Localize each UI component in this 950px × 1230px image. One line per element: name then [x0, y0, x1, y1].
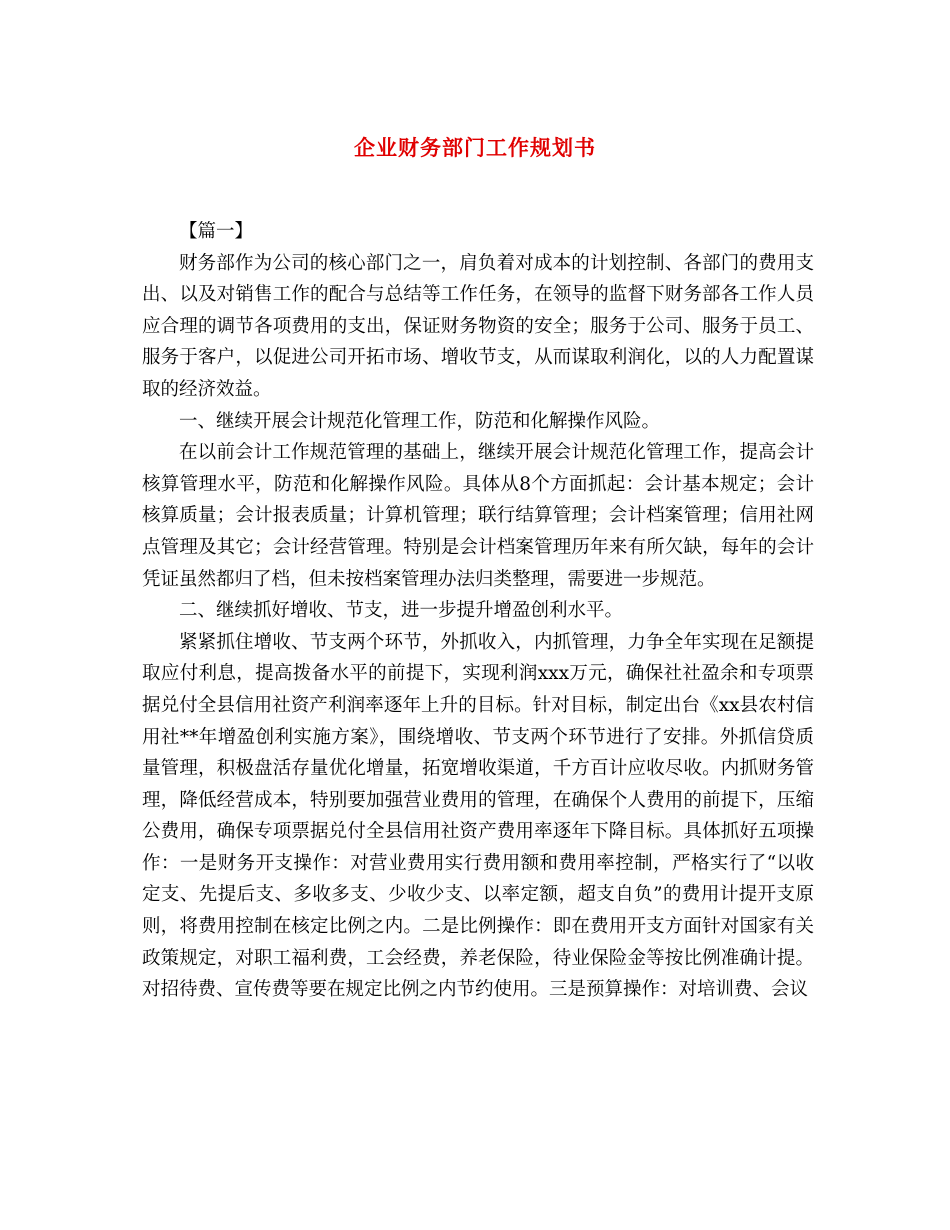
- section-heading-1: 一、继续开展会计规范化管理工作，防范和化解操作风险。: [179, 410, 661, 432]
- paragraph-accounting: 在以前会计工作规范管理的基础上，继续开展会计规范化管理工作，提高会计核算管理水平，防范和化解操作风险。具体从8个方面抓起：会计基本规定；会计核算质量；会计报表质量；计算机管理；联行结算管理；会计档案管理；信用社网点管理及其它；会计经营管理。特别是会计档案管理历年来有所欠缺，每年的会计凭证虽然都归了档，但未按档案管理办法归类整理，需要进一步规范。: [142, 442, 814, 590]
- paragraph-profit: 紧紧抓住增收、节支两个环节，外抓收入，内抓管理，力争全年实现在足额提取应付利息，提高拨备水平的前提下，实现利润xxx万元，确保社社盈余和专项票据兑付全县信用社资产利润率逐年上升的目标。针对目标，制定出台《xx县农村信用社**年增盈创利实施方案》，围绕增收、节支两个环节进行了安排。外抓信贷质量管理，积极盘活存量优化增量，拓宽增收渠道，千方百计应收尽收。内抓财务管理，降低经营成本，特别要加强营业费用的管理，在确保个人费用的前提下，压缩公费用，确保专项票据兑付全县信用社资产费用率逐年下降目标。具体抓好五项操作：一是财务开支操作：对营业费用实行费用额和费用率控制，严格实行了“以收定支、先提后支、多收多支、少收少支、以率定额，超支自负”的费用计提开支原则，将费用控制在核定比例之内。二是比例操作：即在费用开支方面针对国家有关政策规定，对职工福利费，工会经费，养老保险，待业保险金等按比例准确计提。对招待费、宣传费等要在规定比例之内节约使用。三是预算操作：对培训费、会议: [142, 631, 814, 1001]
- document-body: [142, 216, 814, 1006]
- section-label: 【篇一】: [179, 221, 254, 242]
- section-heading-2: 二、继续抓好增收、节支，进一步提升增盈创利水平。: [179, 600, 624, 622]
- document-title: 企业财务部门工作规划书: [354, 135, 596, 160]
- paragraph-intro: 财务部作为公司的核心部门之一，肩负着对成本的计划控制、各部门的费用支出、以及对销售工作的配合与总结等工作任务，在领导的监督下财务部各工作人员应合理的调节各项费用的支出，保证财务物资的安全；服务于公司、服务于员工、服务于客户，以促进公司开拓市场、增收节支，从而谋取利润化，以的人力配置谋取的经济效益。: [142, 252, 814, 400]
